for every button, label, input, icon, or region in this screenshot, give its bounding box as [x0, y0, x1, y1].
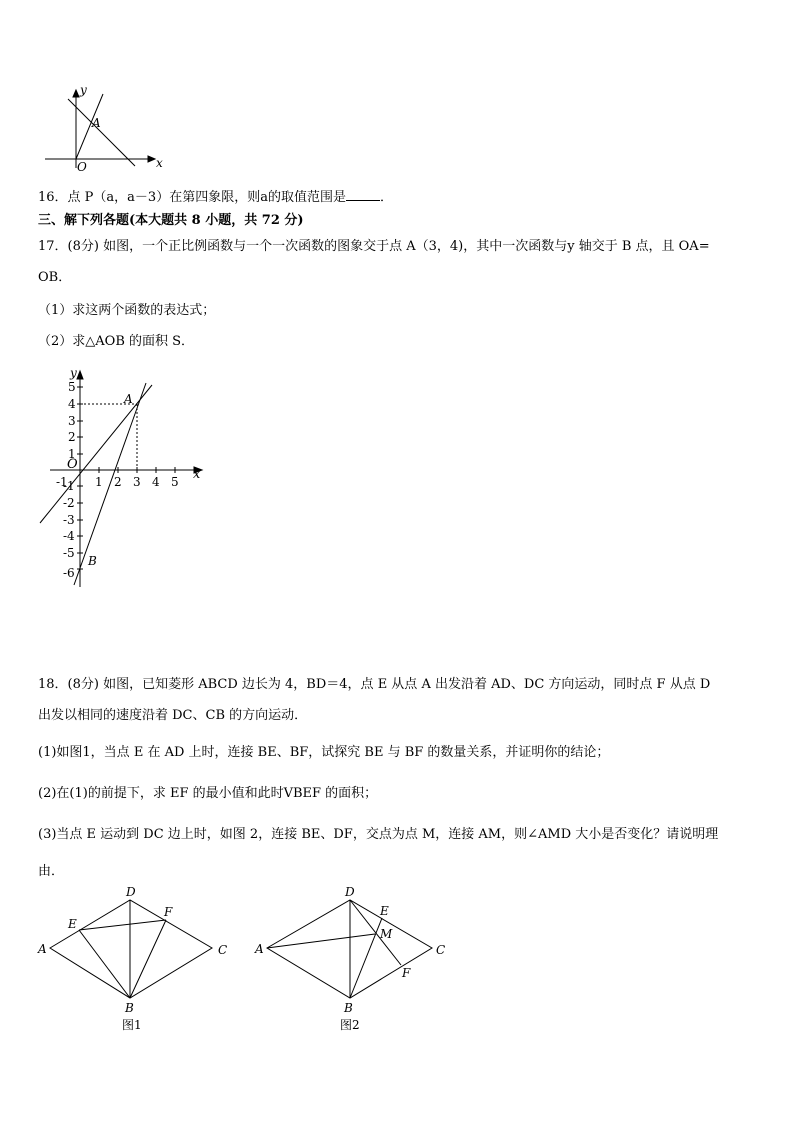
q18-line2: 出发以相同的速度沿着 DC、CB 的方向运动．	[38, 708, 308, 723]
q18-part1: (1)如图1，当点 E 在 AD 上时，连接 BE、BF，试探究 BE 与 BF 的数量关系，并证明你的结论；	[38, 745, 610, 760]
q17-line1: 17．(8分) 如图，一个正比例函数与一个一次函数的图象交于点 A（3，4)，其中一次函数与y 轴交于 B 点，且 OA=	[38, 239, 710, 254]
fig2-caption: 图2	[340, 1018, 360, 1032]
fig2-label-d: D	[345, 885, 355, 899]
y-tick-1: 1	[68, 447, 76, 461]
fig1-label-f: F	[164, 905, 173, 919]
y-tick-3: 3	[68, 414, 76, 428]
q17-part2: （2）求△AOB 的面积 S．	[38, 334, 195, 349]
y-tick-5: 5	[68, 380, 76, 394]
x-tick-neg1: -1	[56, 475, 68, 489]
y-tick-neg1: -1	[63, 479, 75, 493]
x-tick-3: 3	[133, 475, 141, 489]
q18-line1: 18．(8分) 如图，已知菱形 ABCD 边长为 4，BD＝4，点 E 从点 A 出发沿着 AD、DC 方向运动，同时点 F 从点 D	[38, 677, 711, 692]
rhombus-figure-1	[30, 882, 240, 1032]
fig2-label-f: F	[402, 966, 411, 980]
q16-end: ．	[379, 190, 393, 205]
q18-part3: (3)当点 E 运动到 DC 边上时，如图 2，连接 BE、DF，交点为点 M，连接 AM，则∠AMD 大小是否变化？请说明理	[38, 827, 719, 842]
fig2-label-a: A	[255, 942, 264, 956]
fig2-label-e: E	[380, 904, 389, 918]
graph-point-a-label: A	[124, 392, 133, 406]
fig1-label-e: E	[68, 917, 77, 931]
top-x-label: x	[156, 156, 163, 170]
q17-graph	[30, 365, 220, 595]
fig2-label-m: M	[380, 927, 393, 941]
fig1-label-d: D	[126, 885, 136, 899]
y-tick-neg2: -2	[63, 496, 75, 510]
q18-part2: (2)在(1)的前提下，求 EF 的最小值和此时VBEF 的面积；	[38, 786, 378, 801]
top-y-label: y	[80, 83, 87, 97]
fig1-caption: 图1	[122, 1018, 142, 1032]
q18-part3-end: 由．	[38, 864, 65, 879]
fig1-label-b: B	[125, 1001, 134, 1015]
fig1-label-c: C	[218, 943, 228, 957]
top-point-a-label: A	[92, 116, 101, 130]
y-tick-neg5: -5	[63, 546, 75, 560]
graph-x-label: x	[193, 467, 201, 482]
question-16	[38, 188, 393, 207]
x-tick-1: 1	[95, 475, 103, 489]
y-tick-neg4: -4	[63, 529, 75, 543]
fig2-label-b: B	[344, 1001, 353, 1015]
q17-part1: （1）求这两个函数的表达式；	[38, 303, 216, 318]
top-figure	[40, 82, 170, 172]
rhombus-figure-2	[250, 882, 460, 1032]
graph-point-b-label: B	[88, 554, 97, 568]
q17-line2: OB．	[38, 270, 72, 285]
fig1-label-a: A	[38, 942, 47, 956]
q16-text: 16．点 P（a，a－3）在第四象限，则a的取值范围是	[38, 190, 346, 205]
section-3-title: 三、解下列各题(本大题共 8 小题，共 72 分)	[38, 213, 304, 228]
y-tick-neg6: -6	[63, 566, 75, 580]
y-tick-4: 4	[68, 397, 76, 411]
x-tick-2: 2	[114, 475, 122, 489]
graph-y-label: y	[70, 366, 77, 380]
y-tick-neg3: -3	[63, 513, 75, 527]
graph-origin-label: O	[67, 457, 78, 472]
x-tick-5: 5	[171, 475, 179, 489]
x-tick-4: 4	[152, 475, 160, 489]
top-origin-label: O	[77, 160, 87, 174]
q16-answer-blank	[346, 188, 380, 201]
y-tick-2: 2	[68, 430, 76, 444]
fig2-label-c: C	[436, 943, 446, 957]
